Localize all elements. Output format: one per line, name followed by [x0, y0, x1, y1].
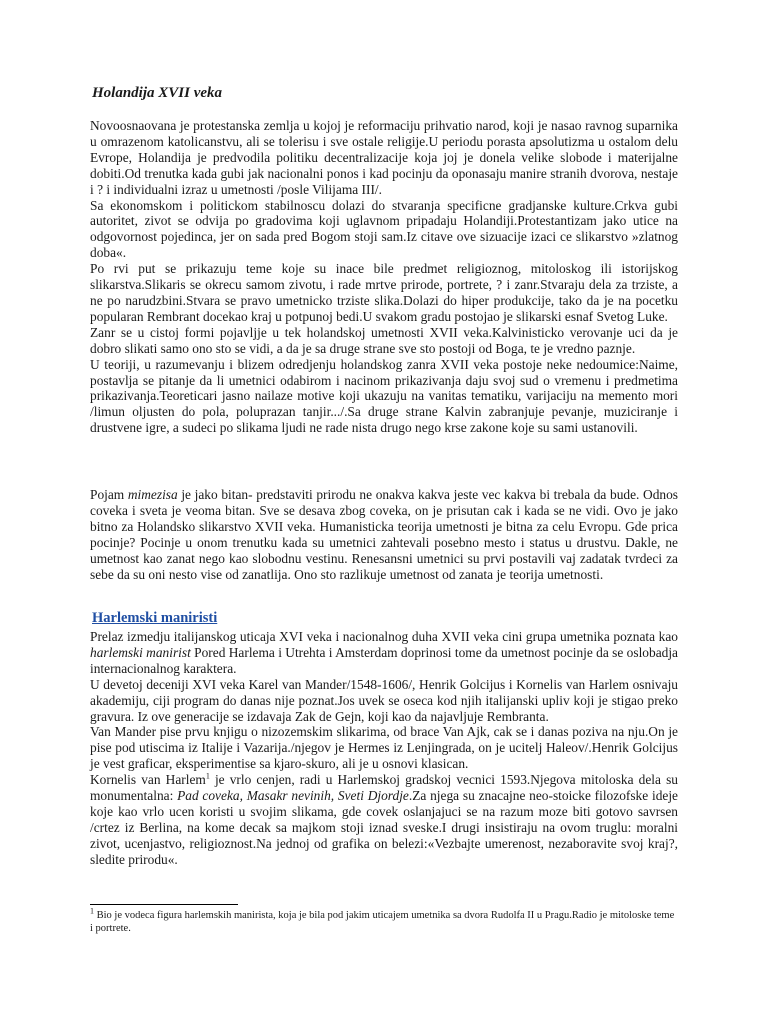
paragraph: Sa ekonomskom i politickom stabilnoscu dolazi do stvaranja specificne gradjanske kulture.Crkva gubi autoritet, zivot se odvija po gradovima koji uglavnom pripadaju Holandiji.Protestantizam jako utice na odgovornost pojedinca, jer on sada pred Bogom stoji sam.Iz citave ove sizuacije izaci ce slikarstvo »zlatnog doba«.: [90, 197, 678, 261]
text-run: je vrlo cenjen, radi u Harlemskoj gradskoj vecnici 1593.Njegova mitoloska dela su monumentalna:: [90, 772, 678, 804]
emphasis-term: harlemski manirist: [90, 644, 191, 660]
paragraph: Zanr se u cistoj formi pojavljje u tek holandskoj umetnosti XVII veka.Kalvinisticko verovanje uci da je dobro slikati samo ono sto se vidi, a da je sa druge strane sve sto postoji od Boga, te je vredno paznje.: [90, 324, 678, 356]
text-run: je jako bitan- predstaviti prirodu ne onakva kakva jeste vec kakva bi trebala da bude. Odnos coveka i sveta je veoma bitan. Sve se desava zbog coveka, on je prisutan cak i kada se ne vidi. Ovo je jako bitno za Holandsko slikarstvo XVII veka. Humanisticka teorija umetnosti je bitna za celu Evropu. Gde prica pocinje? Pocinje u onom trenutku kada su umetnici zahtevali posebno mesto i status u drustvu. Dakle, ne umetnost kao zanat nego kao slobodnu vestinu. Renesansni umetnici su prvi postavili vaj zadatak tvrdeci za sebe da su oni nesto vise od zanatlija. Ono sto razlikuje umetnost od zanata je teorija umetnosti.: [90, 487, 678, 582]
text-run: Pored Harlema i Utrehta i Amsterdam doprinosi tome da umetnost pocinje da se oslobadja internacionalnog karaktera.: [90, 644, 678, 676]
footnote-separator: [90, 904, 238, 905]
paragraph: [90, 487, 678, 582]
footnote-text: Bio je vodeca figura harlemskih manirista, koja je bila pod jakim uticajem umetnika sa dvora Rudolfa II u Pragu.Radio je mitoloske teme i portrete.: [90, 910, 675, 934]
paragraph: Po rvi put se prikazuju teme koje su inace bile predmet religioznog, mitoloskog ili istorijskog slikarstva.Slikaris se okrecu samom zivotu, i rade mrtve prirode, portrete, ? i zanr.Stvaraju dela za trziste, a ne po narudzbini.Stvara se pravo umetnicko trziste slika.Dolazi do hiper produkcije, tako da je na pocetku popularan Rembrant docekao kraj u potpunoj bedi.U svakom gradu postojao je slikarski esnaf Svetog Luke.: [90, 261, 678, 324]
paragraph: [90, 629, 678, 677]
mimesis-section: [90, 487, 678, 582]
paragraph: U devetoj deceniji XVI veka Karel van Mander/1548-1606/, Henrik Golcijus i Kornelis van Harlem osnivaju akademiju, ciji program do danas nije poznat.Jos uvek se oseca kod njih italijanski upliv koji je stigao preko gravura. Iz ove generacije se izdavaja Zak de Gejn, koji kao da najavljuje Rembranta.: [90, 676, 678, 724]
paragraph: [90, 772, 678, 867]
text-run: Prelaz izmedju italijanskog uticaja XVI veka i nacionalnog duha XVII veka cini grupa umetnika poznata kao: [90, 629, 678, 644]
paragraph: Novoosnaovana je protestanska zemlja u kojoj je reformaciju prihvatio narod, koji je nasao ravnog suparnika u omrazenom katolicanstvu, ali se tolerisu i sve ostale religije.U periodu porasta apsolutizma u ostalom delu Evrope, Holandija je predvodila politiku decentralizacije koja joj je donela velike slobode i materijalne dobiti.Od trenutka kada gubi jak nacionalni ponos i kad pocinju da oponasaju manire stranih dvorova, nestaje i ? i individualni izraz u umetnosti /posle Vilijama III/.: [90, 118, 678, 197]
intro-section: [90, 118, 678, 436]
document-title: Holandija XVII veka: [92, 85, 223, 101]
section-heading-link[interactable]: Harlemski maniristi: [92, 610, 218, 626]
harlem-section: [90, 629, 678, 868]
paragraph: U teoriji, u razumevanju i blizem odredjenju holandskog zanra XVII veka postoje neke nedoumice:Naime, postavlja se pitanje da li umetnici odabirom i nacinom prikazivanja daju svoj sud o vremenu i predmetima prikazivanja.Teoreticari jasno nailaze motive koji ukazuju na vanitas tematiku, varijaciju na memento mori /limun oljusten do pola, poluprazan tanjir.../.Sa druge strane Kalvin zabranjuje pevanje, muziciranje i drustvene igre, a sudeci po slikama ljudi ne rade nista drugo nego krse zakone koje su sami ustanovili.: [90, 356, 678, 436]
emphasis-term: mimezisa: [127, 487, 178, 502]
footnote-marker: 1: [90, 906, 94, 916]
text-run: Kornelis van Harlem: [90, 772, 206, 788]
footnote-reference[interactable]: 1: [205, 771, 210, 781]
artwork-titles: Pad coveka, Masakr nevinih, Sveti Djordje: [177, 788, 409, 804]
text-run: .Za njega su znacajne neo-stoicke filozofske ideje koje kao vrlo ucen koristi u svojim slikama, gde covek oslanjajuci se na razum moze biti gotovo savrsen /crtez iz Berlina, na kome decak sa majkom stoji iznad sveske.I drugi insistiraju na ovom truglu: moralni zivot, ucenjastvo, religioznost.Na jednoj od grafika on belezi:«Vezbajte umerenost, nezaboravite svoj kraj?, sledite prirodu«.: [90, 788, 678, 867]
paragraph: Van Mander pise prvu knjigu o nizozemskim slikarima, od brace Van Ajk, cak se i danas poziva na nju.On je pise pod utiscima iz Italije i Vazarija./njegov je Hermes iz Lenjingrada, on je ucitelj Haleov/.Henrik Golcijus je vest graficar, eksperimentise sa kjaro-skuro, ali je u osnovi klasican.: [90, 724, 678, 772]
text-run: Pojam: [90, 487, 128, 502]
footnote: [90, 906, 678, 935]
